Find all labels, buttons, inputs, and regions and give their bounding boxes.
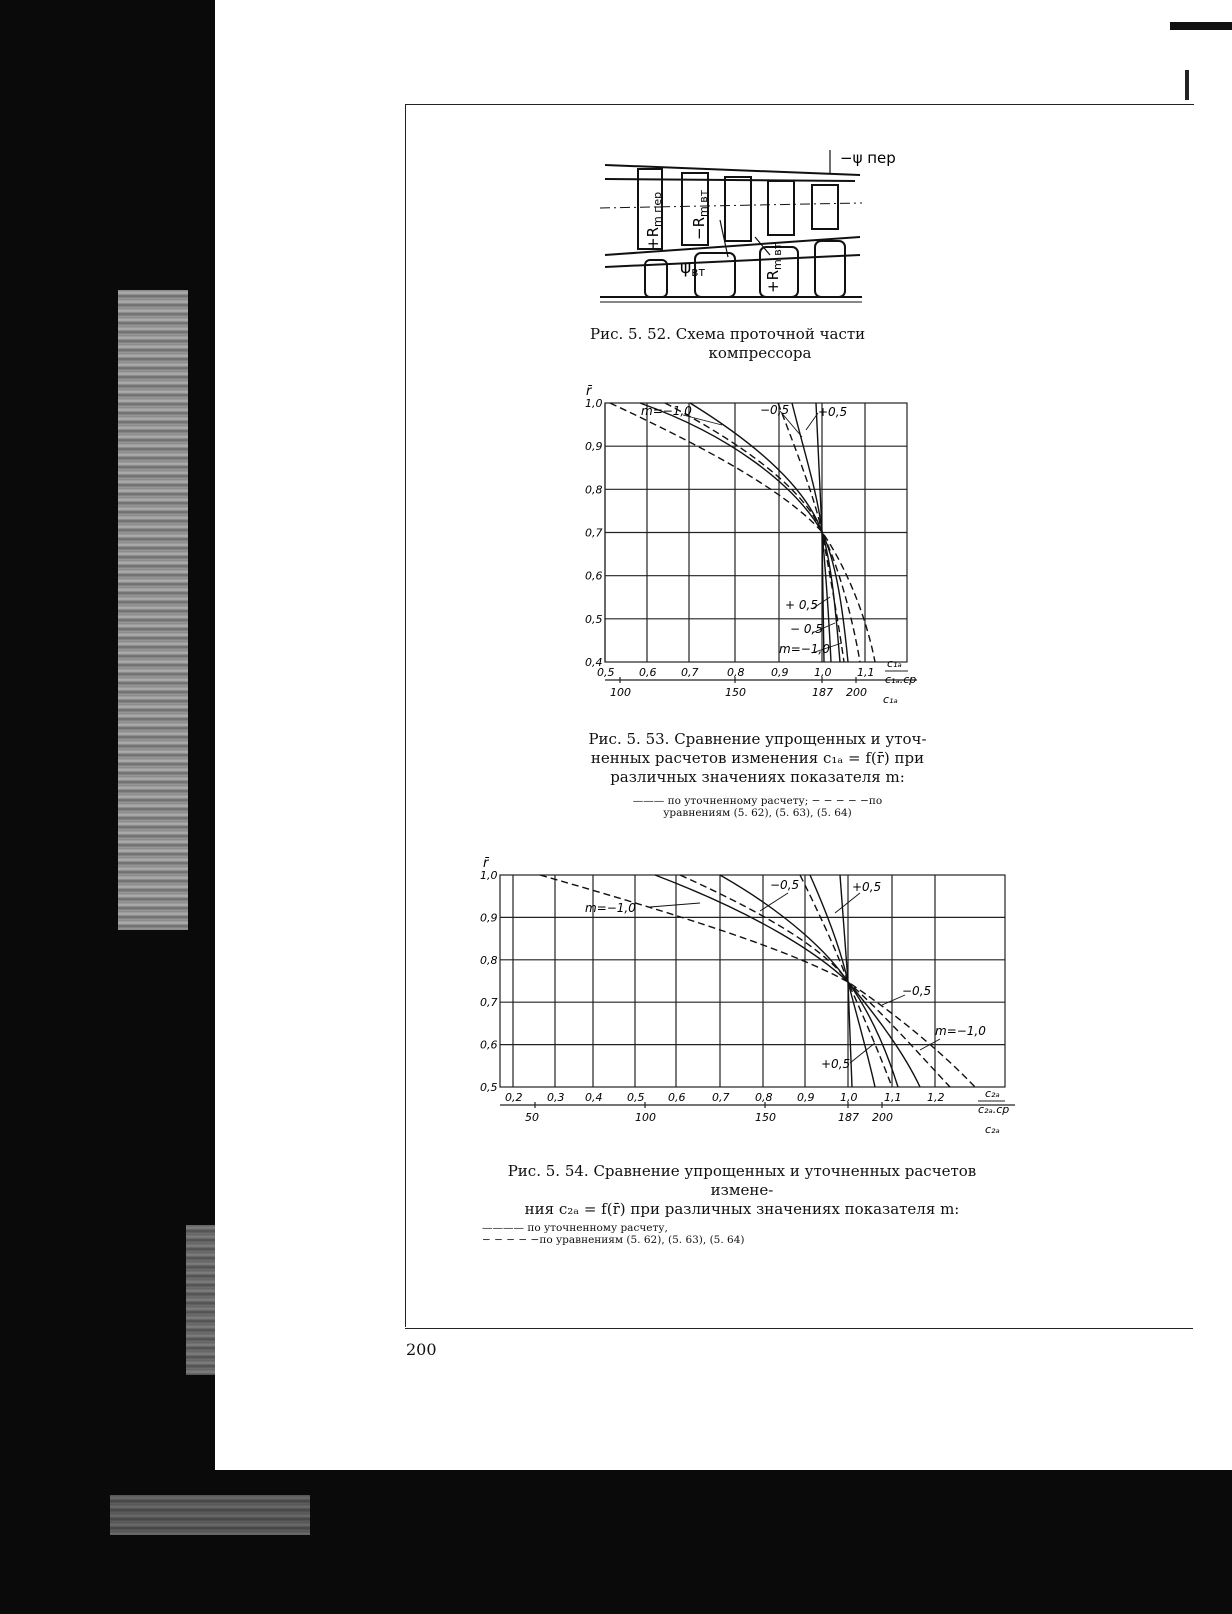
fig553-xtick-label: 1,0 bbox=[814, 666, 832, 679]
fig552-label-psi-per: −ψ пер bbox=[840, 149, 896, 167]
fig552-caption-line: компрессора bbox=[708, 344, 812, 362]
fig554-chart bbox=[480, 855, 1025, 1145]
fig554-x2-axis-label: c₂ₐ bbox=[985, 1123, 1000, 1136]
fig554-ytick-label: 0,7 bbox=[480, 996, 498, 1010]
fig554-annotation-left-p05: +0,5 bbox=[821, 1057, 851, 1071]
fig554-caption-line: Рис. 5. 54. Сравнение упрощенных и уточненных расчетов измене- bbox=[507, 1162, 977, 1199]
fig553-caption-line: различных значениях показателя m: bbox=[610, 768, 905, 786]
fig554-caption bbox=[482, 1162, 1002, 1246]
fig553-caption-line: ненных расчетов изменения c₁ₐ = f(r̄) при bbox=[590, 749, 925, 767]
fig552-label-psi-vt: ψвт bbox=[680, 258, 706, 279]
scan-grey-strip bbox=[110, 1495, 310, 1535]
fig554-x2tick-label: 187 bbox=[838, 1111, 859, 1124]
fig554-annotation-top-m: m=−1,0 bbox=[585, 901, 636, 915]
fig554-xtick-label: 0,6 bbox=[668, 1091, 686, 1104]
fig552-centre-line bbox=[600, 203, 862, 208]
fig553-annotation-bot-m: m=−1,0 bbox=[779, 642, 830, 656]
fig554-xtick-label: 0,5 bbox=[627, 1091, 645, 1104]
fig552-compressor-scheme bbox=[600, 145, 920, 315]
fig554-x-axis-label-den: c₂ₐ.cp bbox=[978, 1103, 1010, 1116]
fig553-xtick-label: 0,5 bbox=[597, 666, 615, 679]
fig554-ytick-label: 0,5 bbox=[480, 1081, 498, 1094]
fig553-ytick-label: 0,9 bbox=[585, 440, 603, 454]
fig552-label-rm-per: $+R_{m пер}$ bbox=[644, 191, 664, 250]
fig553-xtick-label: 0,6 bbox=[639, 666, 657, 679]
fig554-xtick-label: 1,0 bbox=[840, 1091, 858, 1104]
fig554-x-axis-label-num: c₂ₐ bbox=[985, 1087, 1000, 1100]
fig553-x2tick-label: 100 bbox=[610, 686, 631, 699]
fig553-annotation-top-m: m=−1,0 bbox=[641, 404, 692, 418]
fig553-chart bbox=[580, 385, 940, 725]
fig553-y-axis-label: r̄ bbox=[586, 385, 592, 399]
fig554-xtick-label: 1,1 bbox=[884, 1091, 902, 1104]
fig554-xtick-label: 0,3 bbox=[547, 1091, 565, 1104]
fig554-legend-line: − − − − −по уравнениям (5. 62), (5. 63), (5. 64) bbox=[482, 1234, 745, 1246]
fig552-label-rm-vt-pos: $+R_{m вт}$ bbox=[764, 242, 784, 293]
fig553-x2-axis-label: c₁ₐ bbox=[883, 693, 898, 706]
fig552-stator-blade bbox=[725, 177, 751, 241]
fig553-xtick-label: 0,7 bbox=[681, 666, 699, 679]
fig552-caption-line: Рис. 5. 52. Схема проточной части bbox=[590, 325, 866, 343]
fig554-x2tick-label: 50 bbox=[525, 1111, 539, 1124]
fig553-legend-line: ——— по уточненному расчету; − − − − −по bbox=[632, 795, 883, 807]
fig552-label-rm-vt-neg: $-R_{m вт}$ bbox=[690, 189, 710, 240]
fig553-ytick-label: 0,7 bbox=[585, 526, 603, 540]
fig554-x2tick-label: 200 bbox=[872, 1111, 893, 1124]
scan-grey-strip bbox=[118, 290, 188, 930]
fig554-legend-line: ———— по уточненному расчету, bbox=[482, 1222, 668, 1234]
fig553-ytick-label: 0,4 bbox=[585, 656, 603, 669]
fig554-caption-line: ния c₂ₐ = f(r̄) при различных значениях показателя m: bbox=[524, 1200, 960, 1218]
fig554-annotation-top-p05: +0,5 bbox=[852, 880, 882, 894]
fig553-xtick-label: 0,9 bbox=[771, 666, 789, 679]
scan-mark bbox=[1185, 70, 1189, 100]
fig552-stator-blade bbox=[768, 181, 794, 235]
fig554-leader-line bbox=[850, 1043, 875, 1063]
fig553-x2tick-label: 200 bbox=[846, 686, 867, 699]
fig554-xtick-label: 0,2 bbox=[505, 1091, 523, 1104]
scan-dark-border-bottom bbox=[0, 1470, 1232, 1614]
fig554-annotation-right-m05: −0,5 bbox=[902, 984, 932, 998]
fig552-stator-blade bbox=[812, 185, 838, 229]
fig553-ytick-label: 0,8 bbox=[585, 483, 603, 497]
page-number: 200 bbox=[406, 1340, 437, 1359]
fig554-annotation-top-m05: −0,5 bbox=[770, 878, 800, 892]
fig554-x2tick-label: 150 bbox=[755, 1111, 776, 1124]
fig553-annotation-top-m05: −0,5 bbox=[760, 403, 790, 417]
fig553-annotation-top-p05: +0,5 bbox=[818, 405, 848, 419]
fig554-xtick-label: 0,7 bbox=[712, 1091, 730, 1104]
fig554-x2tick-label: 100 bbox=[635, 1111, 656, 1124]
fig553-x2tick-label: 150 bbox=[725, 686, 746, 699]
page-frame-bottom-rule bbox=[405, 1328, 1193, 1329]
fig553-annotation-bot-p05: + 0,5 bbox=[785, 598, 818, 612]
fig553-x-axis-label-num: c₁ₐ bbox=[887, 657, 902, 670]
fig554-xtick-label: 0,8 bbox=[755, 1091, 773, 1104]
fig553-x2tick-label: 187 bbox=[812, 686, 833, 699]
fig553-legend-line: уравнениям (5. 62), (5. 63), (5. 64) bbox=[663, 807, 852, 819]
fig553-xtick-label: 0,8 bbox=[727, 666, 745, 679]
fig553-caption bbox=[585, 730, 930, 819]
scan-mark bbox=[1170, 22, 1232, 30]
fig553-caption-line: Рис. 5. 53. Сравнение упрощенных и уточ- bbox=[588, 730, 927, 748]
fig554-xtick-label: 1,2 bbox=[927, 1091, 945, 1104]
fig554-ytick-label: 0,6 bbox=[480, 1038, 498, 1052]
fig554-xtick-label: 0,9 bbox=[797, 1091, 815, 1104]
fig554-xtick-label: 0,4 bbox=[585, 1091, 603, 1104]
fig554-curve-m-1-solid bbox=[655, 875, 920, 1087]
fig554-plot-frame bbox=[500, 875, 1005, 1087]
fig554-ytick-label: 0,8 bbox=[480, 953, 498, 967]
fig553-ytick-label: 0,6 bbox=[585, 569, 603, 583]
fig552-rotor-blade bbox=[815, 241, 845, 297]
fig553-x-axis-label-den: c₁ₐ.cp bbox=[885, 673, 917, 686]
fig554-ytick-label: 1,0 bbox=[480, 869, 498, 882]
fig554-ytick-label: 0,9 bbox=[480, 911, 498, 925]
fig553-ytick-label: 0,5 bbox=[585, 612, 603, 626]
fig554-y-axis-label: r̄ bbox=[483, 856, 489, 871]
fig554-curve-m05-solid bbox=[720, 875, 898, 1087]
fig554-leader-line bbox=[650, 903, 700, 907]
fig553-ytick-label: 1,0 bbox=[585, 397, 603, 410]
fig552-caption bbox=[590, 325, 930, 363]
fig554-annotation-right-m: m=−1,0 bbox=[935, 1024, 986, 1038]
fig553-annotation-bot-m05: − 0,5 bbox=[790, 622, 823, 636]
fig553-xtick-label: 1,1 bbox=[857, 666, 875, 679]
